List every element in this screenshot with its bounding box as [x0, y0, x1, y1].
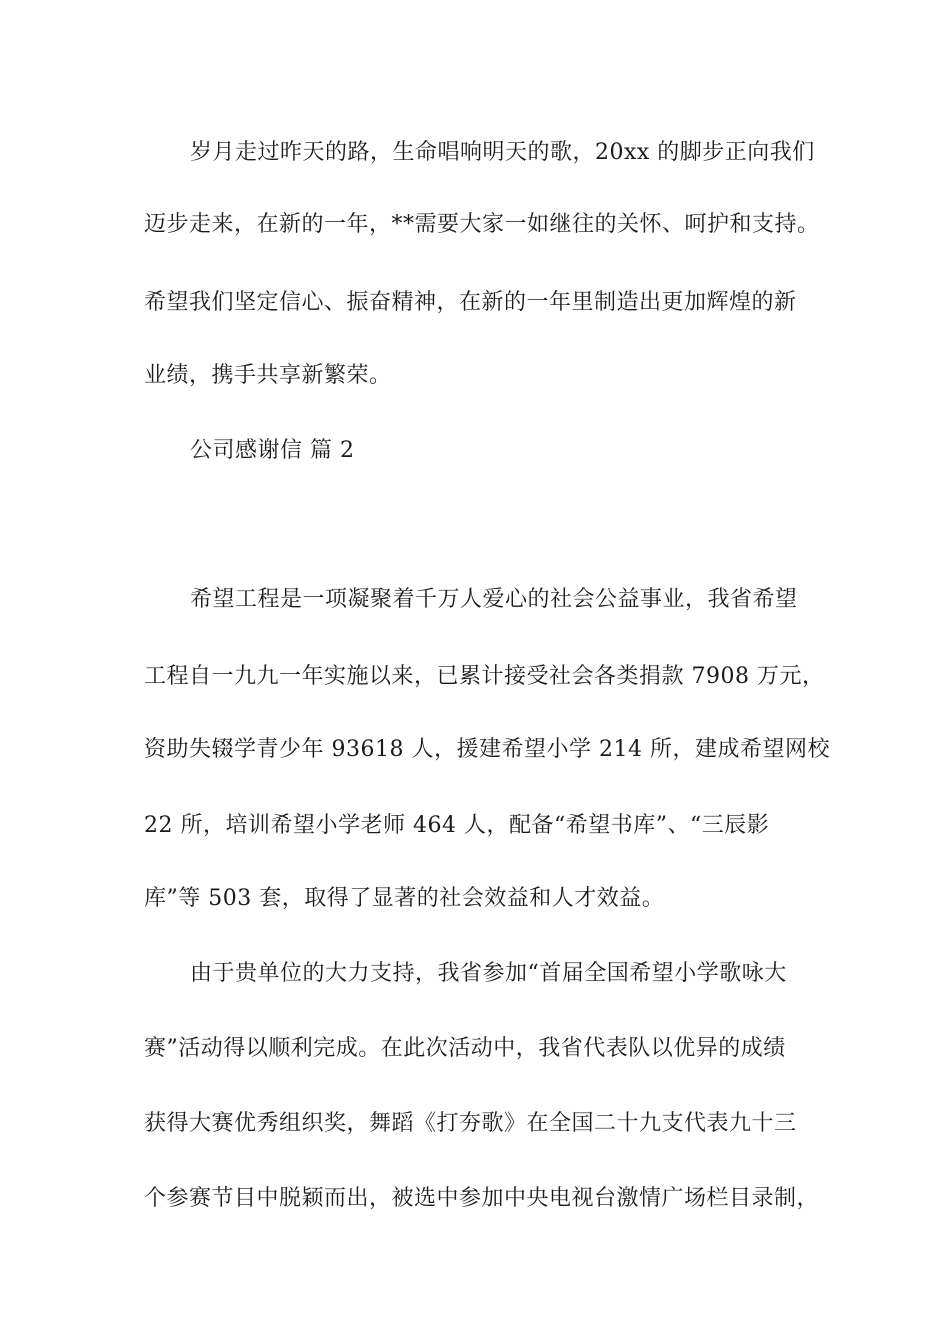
paragraph-3-line-4: 个参赛节目中脱颖而出，被选中参加中央电视台激情广场栏目录制，	[144, 1186, 820, 1211]
paragraph-3-line-1: 由于贵单位的大力支持，我省参加“首届全国希望小学歌咏大	[190, 961, 787, 986]
paragraph-1-line-4: 业绩，携手共享新繁荣。	[144, 363, 392, 388]
paragraph-2-line-2: 工程自一九九一年实施以来，已累计接受社会各类捐款 7908 万元，	[144, 664, 825, 689]
paragraph-2-line-1: 希望工程是一项凝聚着千万人爱心的社会公益事业，我省希望	[190, 587, 798, 612]
section-heading: 公司感谢信 篇 2	[190, 438, 355, 463]
paragraph-2-line-5: 库”等 503 套，取得了显著的社会效益和人才效益。	[144, 886, 665, 911]
paragraph-2-line-4: 22 所，培训希望小学老师 464 人，配备“希望书库”、“三辰影	[144, 813, 770, 838]
paragraph-1-line-2: 迈步走来，在新的一年，**需要大家一如继往的关怀、呵护和支持。	[144, 212, 820, 237]
paragraph-2-line-3: 资助失辍学青少年 93618 人，援建希望小学 214 所，建成希望网校	[144, 737, 830, 762]
paragraph-3-line-2: 赛”活动得以顺利完成。在此次活动中，我省代表队以优异的成绩	[144, 1036, 786, 1061]
paragraph-1-line-3: 希望我们坚定信心、振奋精神，在新的一年里制造出更加辉煌的新	[144, 290, 797, 315]
paragraph-3-line-3: 获得大赛优秀组织奖，舞蹈《打夯歌》在全国二十九支代表九十三	[144, 1111, 797, 1136]
paragraph-1-line-1: 岁月走过昨天的路，生命唱响明天的歌，20xx 的脚步正向我们	[190, 140, 815, 165]
